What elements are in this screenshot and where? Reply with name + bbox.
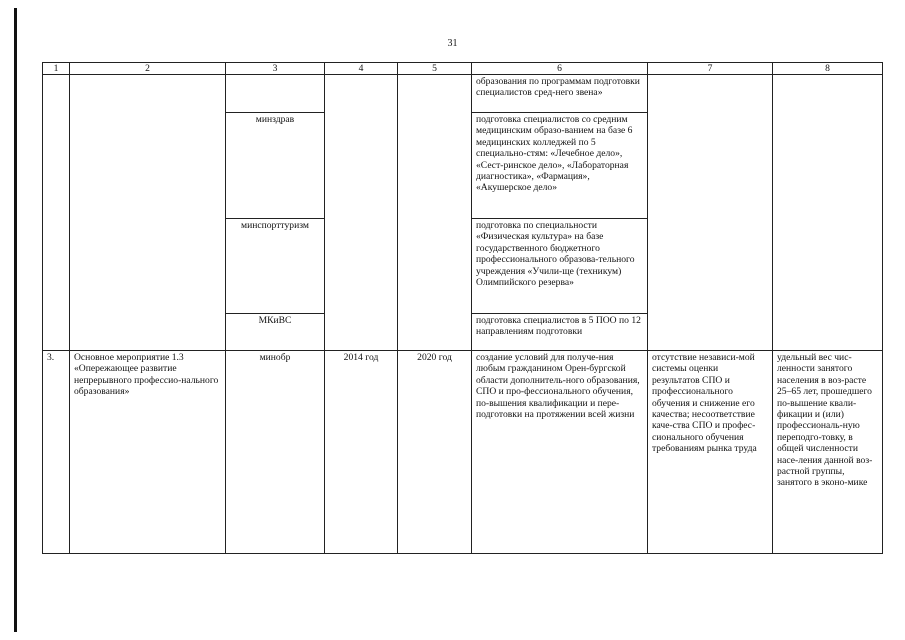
result-cell: подготовка по специальности «Физическая культура» на базе государственного бюджетного профессионального образова-тельного учреждения «Учили-ще (техникум) Олимпийского резерва»	[472, 219, 648, 314]
table-row	[43, 75, 883, 113]
table-row	[43, 351, 883, 554]
executor-cell: минобр	[226, 351, 325, 554]
page-number: 31	[447, 38, 458, 49]
result-cell: образования по программам подготовки специалистов сред-него звена»	[472, 75, 648, 113]
measures-table	[42, 62, 883, 554]
col-header-8: 8	[773, 63, 883, 75]
executor-cell	[226, 75, 325, 113]
executor-cell: минздрав	[226, 113, 325, 219]
executor-cell: МКиВС	[226, 314, 325, 351]
measure-name-cell: Основное мероприятие 1.3 «Опережающее развитие непрерывного профессио-нального образования»	[70, 351, 226, 554]
col-header-7: 7	[648, 63, 773, 75]
cont-col1-cell	[43, 75, 70, 351]
result-cell: подготовка специалистов со средним медицинским образо-ванием на базе 6 медицинских колледжей по 5 специально-стям: «Лечебное дело», «Сест-ринское дело», «Лабораторная диагностика», «Фармация», «Акушерское дело»	[472, 113, 648, 219]
cont-col2-cell	[70, 75, 226, 351]
cont-col8-cell	[773, 75, 883, 351]
col-header-1: 1	[43, 63, 70, 75]
result-cell: создание условий для получе-ния любым гражданином Орен-бургской области дополнитель-ного образования, СПО и про-фессионального обучения, по-вышения квалификации и пере-подготовки на протяжении всей жизни	[472, 351, 648, 554]
indicator-cell: удельный вес чис-ленности занятого населения в воз-расте 25–65 лет, прошедшего по-вышение квали-фикации и (или) профессиональ-ную переподго-товку, в общей численности насе-ления данной воз-растной группы, занятого в эконо-мике	[773, 351, 883, 554]
col-header-3: 3	[226, 63, 325, 75]
result-cell: подготовка специалистов в 5 ПОО по 12 направлениям подготовки	[472, 314, 648, 351]
start-year-cell: 2014 год	[325, 351, 398, 554]
col-header-5: 5	[398, 63, 472, 75]
cont-col7-cell	[648, 75, 773, 351]
executor-cell: минспорттуризм	[226, 219, 325, 314]
col-header-2: 2	[70, 63, 226, 75]
binding-edge	[14, 8, 17, 632]
end-year-cell: 2020 год	[398, 351, 472, 554]
consequences-cell: отсутствие независи-мой системы оценки результатов СПО и профессионального обучения и снижение его качества; несоответствие каче-ства СПО и профес-сионального обучения требованиям рынка труда	[648, 351, 773, 554]
row-number-cell: 3.	[43, 351, 70, 554]
cont-col4-cell	[325, 75, 398, 351]
col-header-6: 6	[472, 63, 648, 75]
cont-col5-cell	[398, 75, 472, 351]
header-row	[43, 63, 883, 75]
col-header-4: 4	[325, 63, 398, 75]
